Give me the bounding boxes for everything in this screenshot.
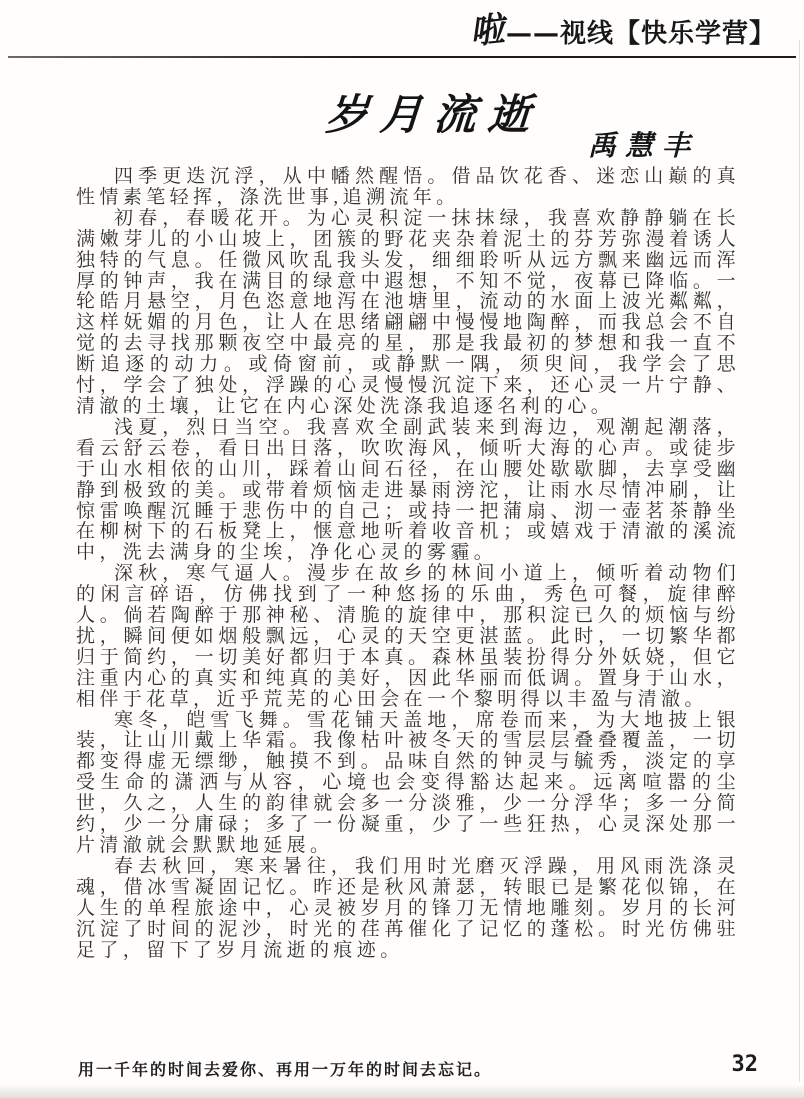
- article-body: [76, 167, 740, 961]
- footer-quote: 用一千年的时间去爱你、再用一万年的时间去忘记。: [78, 1060, 493, 1079]
- brand-section-text: ——视线【快乐学营】: [505, 19, 776, 49]
- header-divider-line: [8, 56, 796, 58]
- brand-script-text: 啦: [467, 9, 506, 53]
- paragraph: 浅夏，烈日当空。我喜欢全副武装来到海边，观潮起潮落，看云舒云卷，看日出日落，吹吹海风，倾听大海的心声。或徒步于山水相依的山川，踩着山间石径，在山腰处歇歇脚，去享受幽静到极致的美。或带着烦恼走进暴雨滂沱，让雨水尽情冲刷，让惊雷唤醒沉睡于悲伤中的自己；或持一把蒲扇、沏一壶茗茶静坐在柳树下的石板凳上，惬意地听着收音机；或嬉戏于清澈的溪流中，洗去满身的尘埃，净化心灵的雾霾。: [76, 416, 740, 564]
- bottom-scan-shadow: [0, 1084, 804, 1098]
- paragraph: 四季更迭沉浮，从中幡然醒悟。借品饮花香、迷恋山巅的真性情素笔轻挥，涤洗世事,追溯流年。: [76, 166, 740, 208]
- paragraph: 深秋，寒气逼人。漫步在故乡的林间小道上，倾听着动物们的闲言碎语，仿佛找到了一种悠扬的乐曲，秀色可餐，旋律醉人。倘若陶醉于那神秘、清脆的旋律中，那积淀已久的烦恼与纷扰，瞬间便如烟般飘远，心灵的天空更湛蓝。此时，一切繁华都归于简约，一切美好都归于本真。森林虽装扮得分外妖娆，但它注重内心的真实和纯真的美好，因此华丽而低调。置身于山水，相伴于花草，近乎荒芜的心田会在一个黎明得以丰盈与清澈。: [76, 563, 740, 710]
- page-header: [467, 9, 776, 53]
- paragraph: 寒冬，皑雪飞舞。雪花铺天盖地，席卷而来，为大地披上银装，让山川戴上华霜。我像枯叶被冬天的雪层层叠叠覆盖，一切都变得虚无缥缈，触摸不到。品味自然的钟灵与毓秀，淡定的享受生命的潇洒与从容，心境也会变得豁达起来。远离喧嚣的尘世，久之，人生的韵律就会多一分淡雅，少一分浮华；多一分简约，少一分庸碌；多了一份凝重，少了一些狂热，心灵深处那一片清澈就会默默地延展。: [76, 709, 740, 856]
- page-edge-scan-line: [799, 40, 800, 1082]
- article-title: 岁月流逝: [324, 90, 544, 139]
- paragraph: 初春，春暖花开。为心灵积淀一抹抹绿，我喜欢静静躺在长满嫩芽儿的小山坡上，团簇的野花夹杂着泥土的芬芳弥漫着诱人独特的气息。任微风吹乱我头发，细细聆听从远方飘来幽远而浑厚的钟声，我在满目的绿意中遐想，不知不觉，夜幕已降临。一轮皓月悬空，月色恣意地泻在池塘里，流动的水面上波光粼粼，这样妩媚的月色，让人在思绪翩翩中慢慢地陶醉，而我总会不自觉的去寻找那颗夜空中最亮的星，那是我最初的梦想和我一直不断追逐的动力。或倚窗前，或静默一隅，须臾间，我学会了思忖，学会了独处，浮躁的心灵慢慢沉淀下来，还心灵一片宁静、清澈的土壤，让它在内心深处洗涤我追逐名利的心。: [76, 207, 740, 417]
- author-name: 禹慧丰: [588, 129, 700, 162]
- page-number: 32: [731, 1052, 758, 1077]
- paragraph: 春去秋回，寒来暑往，我们用时光磨灭浮躁，用风雨洗涤灵魂，借冰雪凝固记忆。昨还是秋风萧瑟，转眼已是繁花似锦，在人生的单程旅途中，心灵被岁月的锋刀无情地雕刻。岁月的长河沉淀了时间的泥沙，时光的荏苒催化了记忆的蓬松。时光仿佛驻足了，留下了岁月流逝的痕迹。: [76, 855, 740, 961]
